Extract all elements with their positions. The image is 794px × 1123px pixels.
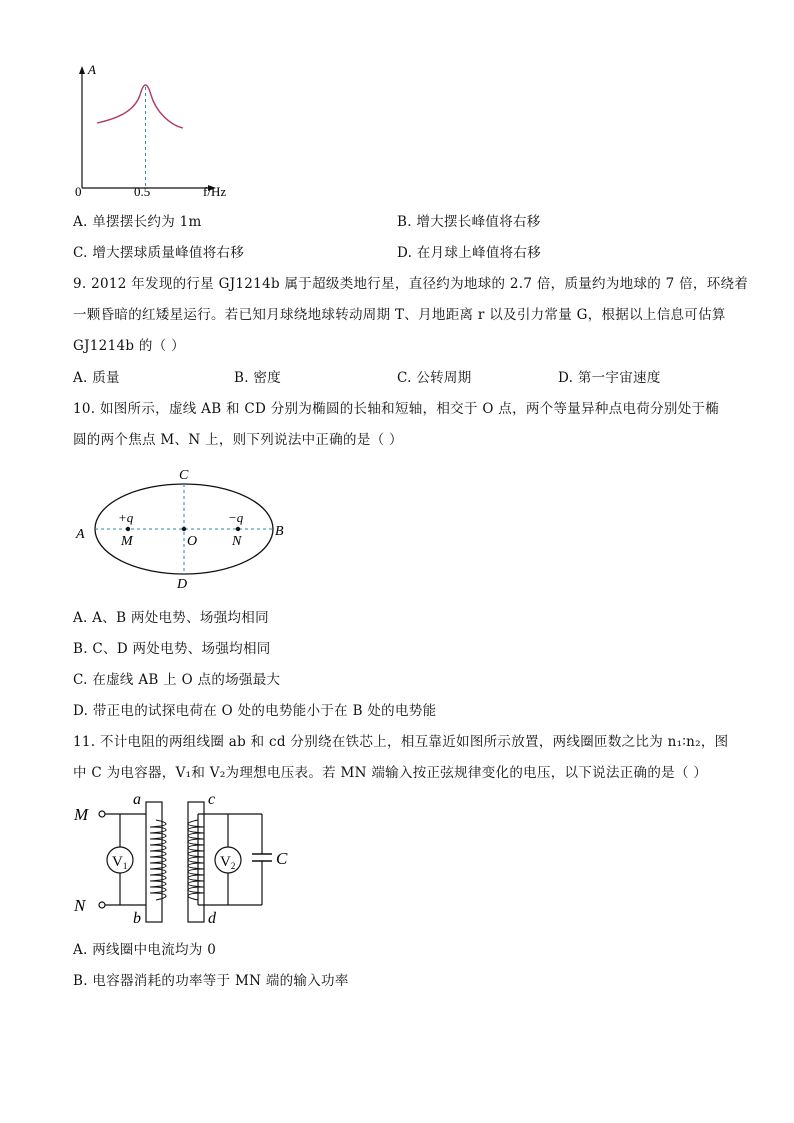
q8-option-d: D. 在月球上峰值将右移 bbox=[397, 245, 542, 261]
label-n: N bbox=[232, 534, 242, 549]
charge-minus-label: −q bbox=[228, 510, 244, 525]
label-c: c bbox=[208, 791, 216, 808]
q10-option-b: B. C、D 两处电势、场强均相同 bbox=[73, 641, 271, 657]
y-axis-label: A bbox=[88, 62, 96, 77]
q9-stem-line-3: GJ1214b 的（ ） bbox=[73, 338, 185, 354]
q10-option-d: D. 带正电的试探电荷在 O 处的电势能小于在 B 处的电势能 bbox=[73, 703, 437, 719]
label-o: O bbox=[187, 534, 198, 549]
q8-option-a: A. 单摆摆长约为 1m bbox=[73, 214, 202, 230]
transformer-figure bbox=[70, 790, 300, 930]
q11-option-b: B. 电容器消耗的功率等于 MN 端的输入功率 bbox=[73, 973, 349, 989]
point-n bbox=[236, 527, 240, 531]
charge-plus-label: +q bbox=[118, 510, 134, 525]
q9-option-c: C. 公转周期 bbox=[397, 370, 472, 386]
resonance-curve bbox=[97, 85, 183, 128]
q8-option-b: B. 增大摆长峰值将右移 bbox=[397, 214, 541, 230]
q9-stem-line-1: 9. 2012 年发现的行星 GJ1214b 属于超级类地行星，直径约为地球的 2.7 倍，质量约为地球的 7 倍，环绕着 bbox=[73, 276, 749, 292]
resonance-figure bbox=[60, 60, 250, 205]
point-o bbox=[182, 527, 186, 531]
q9-option-b: B. 密度 bbox=[234, 370, 282, 386]
origin-label: 0 bbox=[75, 184, 82, 199]
terminal-m bbox=[99, 811, 105, 817]
voltmeter-v2-label: $V_2$ bbox=[220, 854, 236, 871]
label-capacitor: C bbox=[276, 849, 288, 868]
q9-option-a: A. 质量 bbox=[73, 370, 120, 386]
q10-option-c: C. 在虚线 AB 上 O 点的场强最大 bbox=[73, 672, 281, 688]
q10-stem-line-1: 10. 如图所示，虚线 AB 和 CD 分别为椭圆的长轴和短轴，相交于 O 点，两个等量异种点电荷分别处于椭 bbox=[73, 401, 720, 417]
label-terminal-m: M bbox=[74, 805, 89, 824]
q11-stem-line-2: 中 C 为电容器，V₁和 V₂为理想电压表。若 MN 端输入按正弦规律变化的电压，以下说法正确的是（ ） bbox=[73, 765, 708, 781]
ellipse-figure bbox=[70, 462, 300, 592]
x-axis-label: f/Hz bbox=[203, 184, 227, 199]
q9-stem-line-2: 一颗昏暗的红矮星运行。若已知月球绕地球转动周期 T、月地距离 r 以及引力常量 G，根据以上信息可估算 bbox=[73, 307, 726, 323]
label-b: B bbox=[275, 524, 284, 539]
x-tick-label: 0.5 bbox=[134, 184, 151, 199]
label-terminal-n: N bbox=[74, 896, 86, 915]
q11-option-a: A. 两线圈中电流均为 0 bbox=[73, 942, 217, 958]
point-m bbox=[126, 527, 130, 531]
q11-stem-line-1: 11. 不计电阻的两组线圈 ab 和 cd 分别绕在铁芯上，相互靠近如图所示放置，两线圈匝数之比为 n₁∶n₂，图 bbox=[73, 734, 729, 750]
label-m: M bbox=[121, 534, 133, 549]
label-b: b bbox=[133, 910, 141, 927]
q10-option-a: A. A、B 两处电势、场强均相同 bbox=[73, 610, 269, 626]
q10-stem-line-2: 圆的两个焦点 M、N 上，则下列说法中正确的是（ ） bbox=[73, 432, 403, 448]
y-axis-arrow bbox=[79, 66, 85, 74]
label-d: D bbox=[177, 577, 188, 592]
voltmeter-v1-label: $V_1$ bbox=[112, 854, 128, 871]
label-a: A bbox=[76, 527, 85, 542]
label-c: C bbox=[179, 468, 189, 483]
terminal-n bbox=[99, 902, 105, 908]
label-a: a bbox=[133, 791, 141, 808]
q8-option-c: C. 增大摆球质量峰值将右移 bbox=[73, 245, 245, 261]
label-d: d bbox=[208, 910, 216, 927]
q9-option-d: D. 第一宇宙速度 bbox=[558, 370, 661, 386]
